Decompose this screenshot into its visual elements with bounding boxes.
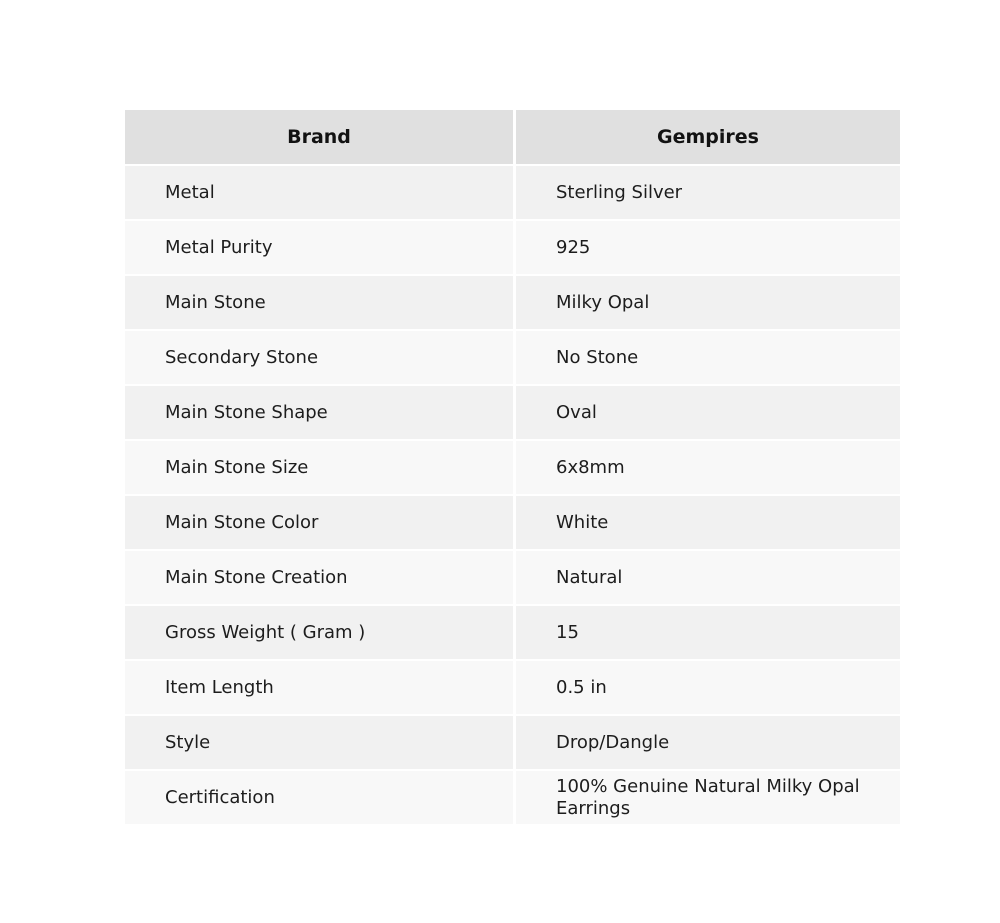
spec-value-gross-weight: 15 bbox=[516, 606, 900, 659]
spec-value-item-length: 0.5 in bbox=[516, 661, 900, 714]
spec-label-certification: Certification bbox=[125, 771, 513, 824]
spec-value-metal: Sterling Silver bbox=[516, 166, 900, 219]
spec-value-style: Drop/Dangle bbox=[516, 716, 900, 769]
spec-label-main-stone-shape: Main Stone Shape bbox=[125, 386, 513, 439]
spec-label-main-stone-color: Main Stone Color bbox=[125, 496, 513, 549]
spec-label-main-stone-creation: Main Stone Creation bbox=[125, 551, 513, 604]
spec-label-main-stone-size: Main Stone Size bbox=[125, 441, 513, 494]
spec-value-certification: 100% Genuine Natural Milky Opal Earrings bbox=[516, 771, 900, 824]
spec-label-metal: Metal bbox=[125, 166, 513, 219]
spec-value-main-stone-size: 6x8mm bbox=[516, 441, 900, 494]
spec-label-style: Style bbox=[125, 716, 513, 769]
spec-value-main-stone-color: White bbox=[516, 496, 900, 549]
spec-value-metal-purity: 925 bbox=[516, 221, 900, 274]
spec-value-main-stone: Milky Opal bbox=[516, 276, 900, 329]
header-cell-brand-value: Gempires bbox=[516, 110, 900, 164]
spec-label-main-stone: Main Stone bbox=[125, 276, 513, 329]
spec-value-secondary-stone: No Stone bbox=[516, 331, 900, 384]
spec-label-metal-purity: Metal Purity bbox=[125, 221, 513, 274]
product-spec-table bbox=[125, 110, 900, 824]
spec-value-main-stone-creation: Natural bbox=[516, 551, 900, 604]
spec-label-gross-weight: Gross Weight ( Gram ) bbox=[125, 606, 513, 659]
spec-label-item-length: Item Length bbox=[125, 661, 513, 714]
spec-label-secondary-stone: Secondary Stone bbox=[125, 331, 513, 384]
spec-value-main-stone-shape: Oval bbox=[516, 386, 900, 439]
header-cell-brand: Brand bbox=[125, 110, 513, 164]
